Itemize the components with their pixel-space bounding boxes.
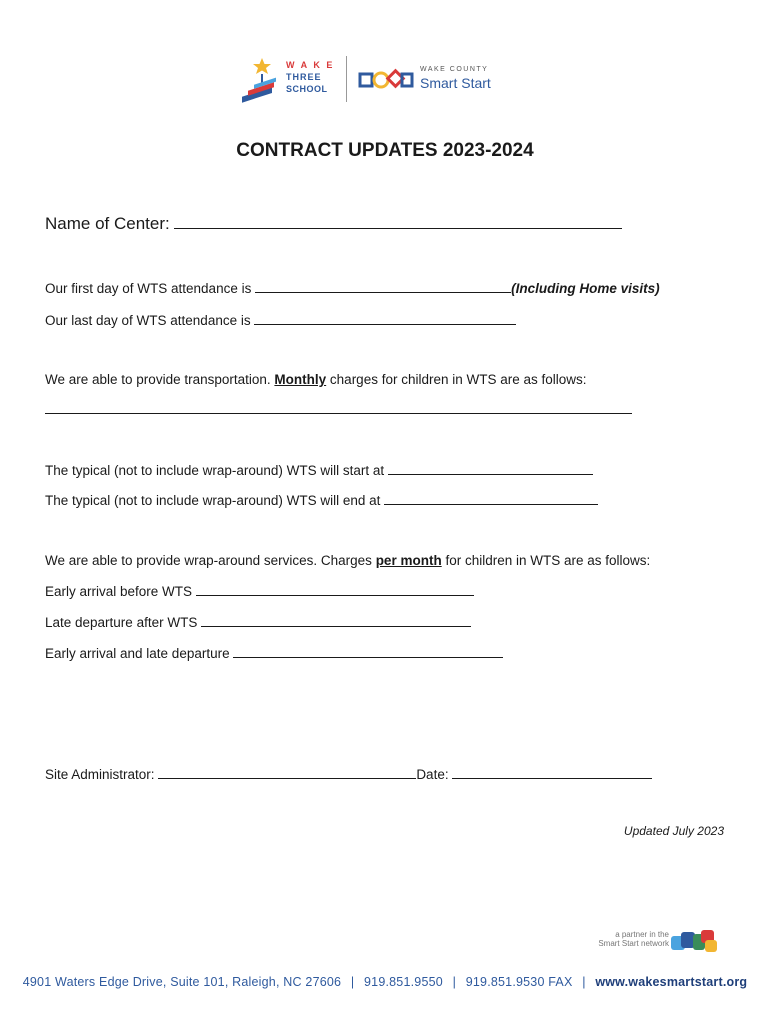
- start-row: [45, 462, 593, 478]
- wrap-text-2: for children in WTS are as follows:: [445, 553, 651, 568]
- transport-text-2: charges for children in WTS are as follows:: [329, 372, 587, 387]
- footer-phone: 919.851.9550: [364, 975, 443, 989]
- footer-separator: |: [452, 975, 457, 989]
- start-field[interactable]: [388, 462, 593, 475]
- footer-fax: 919.851.9530 FAX: [465, 975, 573, 989]
- end-label: The typical (not to include wrap-around) WTS will end at: [45, 493, 381, 508]
- early-arrival-label: Early arrival before WTS: [45, 584, 193, 599]
- first-day-field[interactable]: [255, 280, 511, 293]
- first-day-label: Our first day of WTS attendance is: [45, 281, 252, 296]
- early-arrival-field[interactable]: [196, 583, 474, 596]
- site-admin-label: Site Administrator:: [45, 767, 155, 782]
- transport-monthly: Monthly: [274, 372, 327, 387]
- end-field[interactable]: [384, 492, 598, 505]
- logo-smart-start-text: Smart Start: [420, 75, 491, 91]
- transportation-row: [45, 372, 587, 387]
- partner-line-2: Smart Start network: [598, 939, 669, 948]
- updated-date: Updated July 2023: [623, 824, 724, 838]
- logo-three-text: THREE: [286, 72, 322, 82]
- logo-divider: [346, 56, 347, 102]
- early-arrival-row: [45, 583, 474, 599]
- early-late-label: Early arrival and late departure: [45, 646, 230, 661]
- transportation-field[interactable]: [45, 413, 632, 414]
- smart-start-logo: [358, 62, 498, 102]
- smart-start-network-icon: [671, 930, 731, 954]
- date-field[interactable]: [452, 766, 652, 779]
- early-late-row: [45, 645, 503, 661]
- footer-website[interactable]: www.wakesmartstart.org: [595, 975, 748, 989]
- early-late-field[interactable]: [233, 645, 503, 658]
- late-departure-label: Late departure after WTS: [45, 615, 198, 630]
- wrap-around-row: [45, 553, 650, 568]
- start-label: The typical (not to include wrap-around) WTS will start at: [45, 463, 385, 478]
- stairs-star-icon: [238, 56, 284, 112]
- site-admin-field[interactable]: [158, 766, 416, 779]
- transport-text-1: We are able to provide transportation.: [45, 372, 271, 387]
- last-day-label: Our last day of WTS attendance is: [45, 313, 251, 328]
- partner-badge: [583, 930, 733, 954]
- footer-separator: |: [582, 975, 586, 989]
- first-day-note: (Including Home visits): [511, 281, 660, 296]
- wrap-per-month: per month: [375, 553, 442, 568]
- logo-school-text: SCHOOL: [286, 84, 328, 94]
- wrap-text-1: We are able to provide wrap-around services. Charges: [45, 553, 372, 568]
- logo-wake-text: W A K E: [286, 60, 335, 70]
- last-day-row: [45, 312, 516, 328]
- signature-row: [45, 766, 652, 782]
- wake-three-school-logo: [238, 56, 338, 112]
- name-of-center-field[interactable]: [174, 216, 622, 229]
- late-departure-row: [45, 614, 471, 630]
- late-departure-field[interactable]: [201, 614, 471, 627]
- date-label: Date:: [416, 767, 449, 782]
- first-day-row: [45, 280, 660, 296]
- footer-separator: |: [350, 975, 355, 989]
- footer: [0, 975, 770, 989]
- name-of-center-label: Name of Center:: [45, 214, 170, 233]
- footer-address: 4901 Waters Edge Drive, Suite 101, Raleigh, NC 27606: [22, 975, 342, 989]
- last-day-field[interactable]: [254, 312, 516, 325]
- page-title: CONTRACT UPDATES 2023-2024: [236, 140, 534, 161]
- logo-wake-county-text: WAKE COUNTY: [420, 66, 489, 73]
- name-of-center-row: [45, 214, 622, 234]
- end-row: [45, 492, 598, 508]
- smart-start-shapes-icon: [358, 66, 414, 94]
- partner-line-1: a partner in the: [615, 930, 669, 939]
